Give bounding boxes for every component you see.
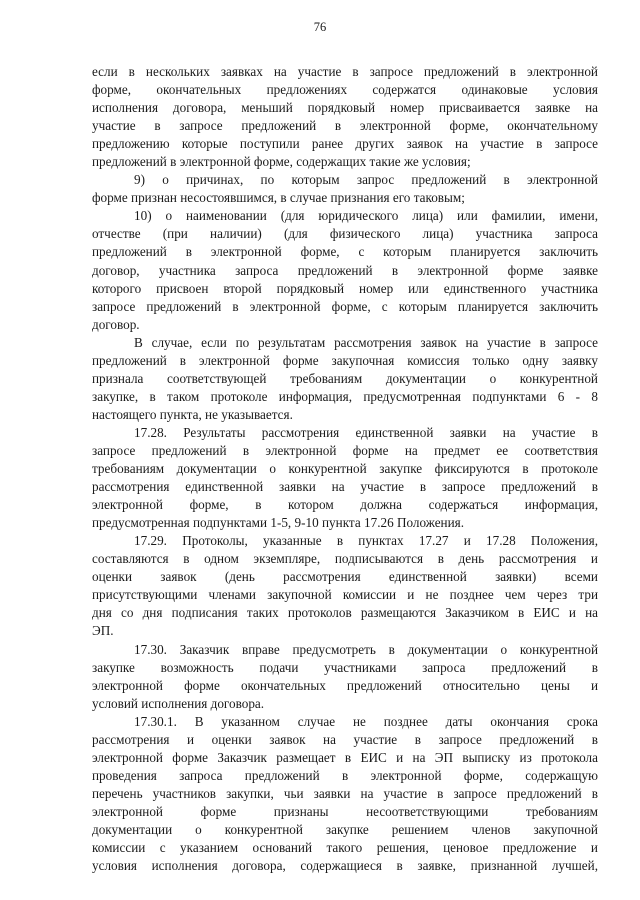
text-line: 10) о наименовании (для юридического лица) или фамилии, имени,	[134, 208, 598, 224]
text-line: отчестве (при наличии) (для физического лица) участника запроса	[92, 226, 598, 242]
text-line: оценки заявок (день рассмотрения единственной заявки) всеми	[92, 569, 598, 585]
page-number: 76	[313, 20, 327, 34]
text-line: электронной форме Заказчик размещает в ЕИС и на ЭП выписку из протокола	[92, 749, 598, 765]
text-line: если в нескольких заявках на участие в запросе предложений в электронной	[92, 64, 598, 79]
text-line: рассмотрения и оценки заявок на участие в запросе предложений в	[92, 731, 598, 747]
text-line: требованиям документации о конкурентной закупке фиксируются в протоколе	[92, 461, 598, 477]
text-line: договор.	[92, 316, 140, 332]
text-line: дня со дня подписания таких протоколов размещаются Заказчиком в ЕИС и на	[92, 605, 598, 621]
text-line: присутствующими членами закупочной комиссии и не позднее чем через три	[92, 587, 598, 603]
text-line: которого присвоен второй порядковый номер или единственного участника	[92, 280, 598, 296]
text-line: 17.30.1. В указанном случае не позднее даты окончания срока	[134, 713, 598, 729]
text-line: предложению которые поступили ранее других заявок на участие в запросе	[92, 136, 598, 152]
text-line: составляются в одном экземпляре, подписываются в день рассмотрения и	[92, 551, 598, 567]
text-line: В случае, если по результатам рассмотрения заявок на участие в запросе	[134, 334, 598, 350]
text-line: условий исполнения договора.	[92, 695, 265, 711]
text-line: признала соответствующей требованиям документации о конкурентной	[92, 370, 598, 386]
text-line: комиссии с указанием оснований такого решения, ценовое предложение и	[92, 840, 598, 856]
text-line: исполнения договора, меньший порядковый номер присваивается заявке на	[92, 100, 598, 116]
text-line: проведения запроса предложений в электронной форме, содержащую	[92, 767, 598, 783]
text-line: форме, окончательных предложениях содержатся одинаковые условия	[92, 82, 598, 98]
text-line: предложений в электронной форме, содержащих такие же условия;	[92, 154, 471, 170]
text-line: настоящего пункта, не указывается.	[92, 406, 293, 422]
text-line: закупке, в таком протоколе информация, предусмотренная подпунктами 6 - 8	[92, 388, 598, 404]
text-line: рассмотрения единственной заявки на участие в запросе предложений в	[92, 479, 598, 495]
text-line: закупке возможность подачи участниками запроса предложений в	[92, 659, 598, 675]
text-line: запросе предложений в электронной форме на предмет ее соответствия	[92, 442, 598, 458]
text-line: электронной форме признаны несоответствующими требованиям	[92, 803, 598, 819]
text-line: 17.30. Заказчик вправе предусмотреть в документации о конкурентной	[134, 641, 598, 657]
text-line: 17.29. Протоколы, указанные в пунктах 17.27 и 17.28 Положения,	[134, 533, 598, 549]
text-line: запросе предложений в электронной форме, с которым планируется заключить	[92, 298, 598, 314]
text-line: ЭП.	[92, 623, 114, 639]
text-line: 17.28. Результаты рассмотрения единственной заявки на участие в	[134, 424, 598, 440]
text-line: предусмотренная подпунктами 1-5, 9-10 пункта 17.26 Положения.	[92, 515, 465, 531]
text-line: электронной форме, в котором должна содержаться информация,	[92, 497, 598, 513]
text-line: документации о конкурентной закупке решением членов закупочной	[92, 821, 598, 837]
text-line: перечень участников закупки, чьи заявки на участие в запросе предложений в	[92, 785, 598, 801]
text-line: предложений в электронной форме, с которым планируется заключить	[92, 244, 598, 260]
text-line: участие в запросе предложений в электронной форме, окончательному	[92, 118, 598, 134]
text-line: договор, участника запроса предложений в электронной форме заявке	[92, 262, 598, 278]
text-line: форме признан несостоявшимся, в случае признания его таковым;	[92, 190, 465, 206]
text-line: 9) о причинах, по которым запрос предложений в электронной	[134, 172, 598, 188]
document-body	[92, 63, 598, 875]
text-line: предложений в электронной форме закупочная комиссия только одну заявку	[92, 352, 598, 368]
text-line: электронной форме окончательных предложений относительно цены и	[92, 677, 598, 693]
text-line: условия исполнения договора, содержащиеся в заявке, признанной лучшей,	[92, 858, 598, 874]
